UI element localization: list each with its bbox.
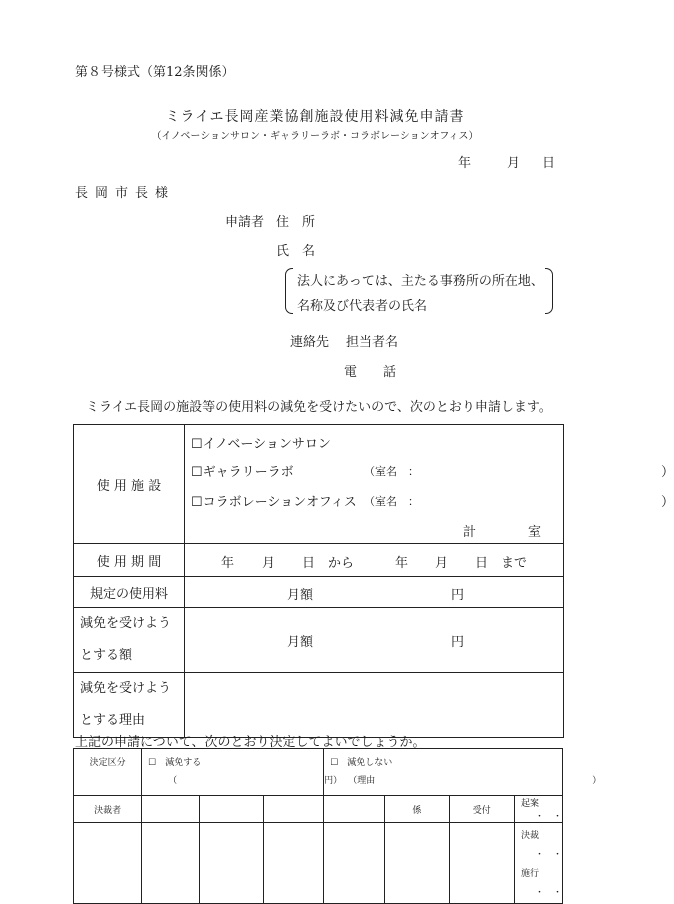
decision-table bbox=[73, 748, 602, 904]
stamp-cell bbox=[449, 823, 514, 904]
period-label: 使 用 期 間 bbox=[74, 544, 185, 577]
approver-slot bbox=[264, 796, 324, 823]
facility-option-gallery[interactable]: ☐ギャラリーラボ bbox=[191, 465, 294, 480]
decision-reason-close: ） bbox=[592, 776, 602, 786]
application-table bbox=[73, 424, 674, 738]
bracket-right bbox=[545, 268, 553, 314]
approval-stamp-row bbox=[74, 823, 563, 904]
intro-text: ミライエ長岡の施設等の使用料の減免を受けたいので、次のとおり申請します。 bbox=[86, 400, 552, 415]
enforce-date bbox=[521, 865, 562, 903]
reduction-reason-label-line1: 減免を受けよう bbox=[80, 681, 172, 696]
stamp-cell bbox=[324, 823, 385, 904]
person-in-charge-label: 担当者名 bbox=[346, 335, 399, 350]
decision-category-row bbox=[74, 749, 563, 796]
draft-date bbox=[514, 796, 562, 823]
fee-row bbox=[74, 577, 564, 608]
bracket-left bbox=[285, 268, 293, 314]
reduction-amount-label-line1: 減免を受けよう bbox=[80, 616, 172, 631]
reduction-reason-cell[interactable] bbox=[185, 673, 564, 738]
receipt-label: 受付 bbox=[449, 796, 514, 823]
decision-reduce-paren-open: （ bbox=[168, 776, 178, 786]
staff-label: 係 bbox=[385, 796, 449, 823]
period-end-year: 年 bbox=[395, 556, 409, 571]
address-label: 住 所 bbox=[276, 215, 316, 230]
enforce-date-dots: ・ ・ bbox=[534, 888, 562, 898]
approval-header-row bbox=[74, 796, 563, 823]
reduction-amount-row bbox=[74, 608, 564, 673]
room-name-label: （室名 ： bbox=[364, 465, 419, 478]
reduction-yen-label: 円 bbox=[451, 635, 465, 650]
stamp-cell bbox=[385, 823, 449, 904]
applicant-label: 申請者 bbox=[225, 215, 265, 230]
facility-option-office[interactable]: ☐コラボレーションオフィス bbox=[191, 495, 357, 510]
room-paren-close: ） bbox=[661, 495, 674, 510]
room-name-label: （室名 ： bbox=[364, 495, 419, 508]
decision-reduce-paren-close: 円） bbox=[324, 776, 343, 786]
reduction-reason-row bbox=[74, 673, 564, 738]
facility-option-salon[interactable]: ☐イノベーションサロン bbox=[191, 437, 331, 452]
phone-label: 電 話 bbox=[344, 365, 397, 380]
approver-slot bbox=[200, 796, 264, 823]
stamp-cell bbox=[264, 823, 324, 904]
decision-reason-open: （理由 bbox=[348, 776, 376, 786]
room-paren-close: ） bbox=[661, 465, 674, 480]
approve-label: 決裁 bbox=[520, 831, 539, 841]
approval-dates bbox=[514, 823, 562, 904]
stamp-cell bbox=[200, 823, 264, 904]
draft-label: 起案 bbox=[520, 799, 539, 809]
corporate-note-line1: 法人にあっては、主たる事務所の所在地、 bbox=[297, 274, 544, 289]
fee-monthly-label: 月額 bbox=[287, 588, 314, 603]
stamp-cell bbox=[142, 823, 200, 904]
period-row bbox=[74, 544, 564, 577]
period-end-month: 月 bbox=[435, 556, 449, 571]
decision-reduce-option[interactable]: ☐ 減免する bbox=[148, 758, 202, 768]
total-rooms: 計 室 bbox=[463, 525, 542, 540]
date-day: 日 bbox=[542, 156, 556, 171]
draft-date-dots: ・ ・ bbox=[534, 812, 562, 822]
approver-slot bbox=[324, 796, 385, 823]
form-subtitle: （イノベーションサロン・ギャラリーラボ・コラボレーションオフィス） bbox=[151, 131, 479, 142]
fee-yen-label: 円 bbox=[451, 588, 465, 603]
form-title: ミライエ長岡産業協創施設使用料減免申請書 bbox=[165, 109, 465, 125]
corporate-note-line2: 名称及び代表者の氏名 bbox=[297, 299, 428, 314]
addressee: 長岡市長様 bbox=[75, 186, 176, 201]
contact-label: 連絡先 bbox=[290, 335, 330, 350]
period-start-day: 日 から bbox=[302, 556, 355, 571]
fee-cell bbox=[185, 577, 564, 608]
enforce-label: 施行 bbox=[520, 869, 539, 879]
facility-label: 使 用 施 設 bbox=[74, 425, 185, 544]
approve-date-dots: ・ ・ bbox=[534, 850, 562, 860]
approver-label: 決裁者 bbox=[74, 796, 142, 823]
period-cell bbox=[185, 544, 564, 577]
reduction-reason-label-line2: とする理由 bbox=[80, 713, 146, 728]
date-year: 年 bbox=[458, 156, 472, 171]
stamp-cell bbox=[74, 823, 142, 904]
reduction-reason-label bbox=[74, 673, 185, 738]
decision-reduce-cell bbox=[142, 749, 343, 796]
approver-slot bbox=[142, 796, 200, 823]
reduction-amount-label-line2: とする額 bbox=[80, 648, 133, 663]
decision-category-label: 決定区分 bbox=[74, 749, 142, 796]
name-label: 氏 名 bbox=[276, 244, 316, 259]
period-start-month: 月 bbox=[262, 556, 276, 571]
date-month: 月 bbox=[507, 156, 521, 171]
facility-cell bbox=[185, 425, 674, 544]
period-start-year: 年 bbox=[221, 556, 235, 571]
decision-intro: 上記の申請について、次のとおり決定してよいでしょうか。 bbox=[75, 735, 426, 750]
decision-no-reduce-option[interactable]: ☐ 減免しない bbox=[330, 758, 393, 768]
decision-no-reduce-cell bbox=[324, 749, 602, 796]
facility-row bbox=[74, 425, 564, 544]
approve-date bbox=[521, 827, 562, 865]
reduction-amount-label bbox=[74, 608, 185, 673]
corporate-note bbox=[285, 266, 553, 314]
reduction-amount-cell bbox=[185, 608, 564, 673]
form-number: 第８号様式（第12条関係） bbox=[75, 65, 235, 80]
period-end-day: 日 まで bbox=[475, 556, 528, 571]
fee-label: 規定の使用料 bbox=[74, 577, 185, 608]
reduction-monthly-label: 月額 bbox=[287, 635, 314, 650]
